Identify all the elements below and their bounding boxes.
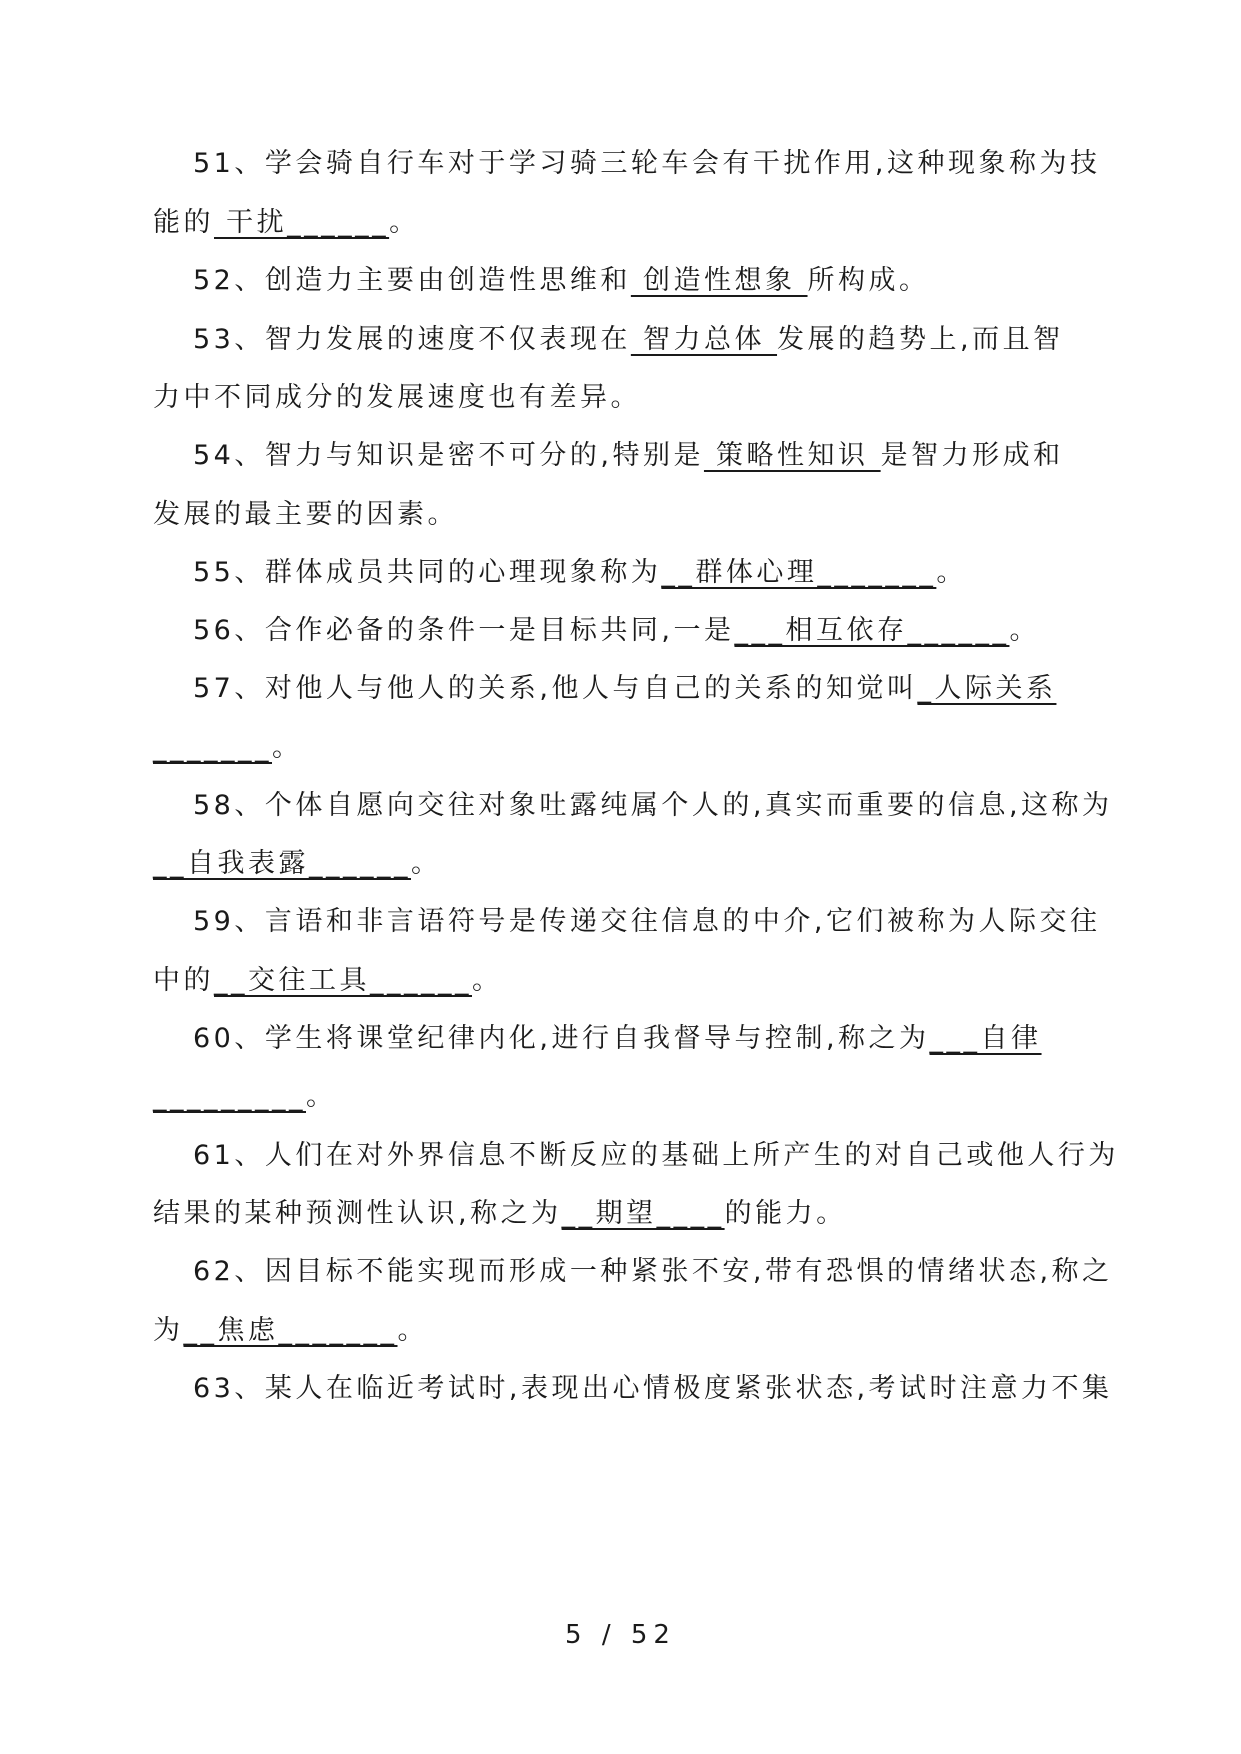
- q56-line-1: [193, 611, 1153, 651]
- question-text: 是智力形成和: [880, 440, 1064, 471]
- question-text: 为: [153, 1315, 184, 1346]
- answer-blank: _________: [153, 1081, 306, 1112]
- question-text: 发展的最主要的因素。: [153, 499, 458, 530]
- question-text: 56、合作必备的条件一是目标共同,一是: [193, 615, 735, 646]
- question-text: 力中不同成分的发展速度也有差异。: [153, 382, 641, 413]
- question-text: 的能力。: [724, 1198, 847, 1229]
- question-text: 。: [306, 1081, 337, 1112]
- q57-line-2: [153, 728, 1113, 768]
- question-text: 58、个体自愿向交往对象吐露纯属个人的,真实而重要的信息,这称为: [193, 790, 1113, 821]
- question-text: 能的: [153, 207, 214, 238]
- q61-line-1: [193, 1136, 1153, 1176]
- q52-line-1: [193, 261, 1153, 301]
- page-number: 5 / 52: [565, 1620, 676, 1650]
- question-text: 55、群体成员共同的心理现象称为: [193, 557, 662, 588]
- question-text: 62、因目标不能实现而形成一种紧张不安,带有恐惧的情绪状态,称之: [193, 1256, 1113, 1287]
- q59-line-1: [193, 902, 1153, 942]
- answer-blank: 策略性知识: [703, 440, 881, 471]
- question-text: 结果的某种预测性认识,称之为: [153, 1198, 562, 1229]
- question-text: 53、智力发展的速度不仅表现在: [193, 324, 631, 355]
- answer-blank: __交往工具______: [214, 965, 472, 996]
- q62-line-2: [153, 1311, 1113, 1351]
- question-text: 发展的趋势上,而且智: [777, 324, 1064, 355]
- q58-line-1: [193, 786, 1153, 826]
- q61-line-2: [153, 1194, 1113, 1234]
- q51-line-1: [193, 144, 1153, 184]
- q60-line-1: [193, 1019, 1153, 1059]
- answer-blank: 创造性想象: [630, 265, 808, 296]
- q53-line-1: [193, 320, 1153, 360]
- answer-blank: ___相互依存______: [734, 615, 1010, 646]
- question-text: 。: [936, 557, 967, 588]
- question-text: 。: [389, 207, 420, 238]
- question-text: 所构成。: [807, 265, 930, 296]
- q55-line-1: [193, 553, 1153, 593]
- answer-blank: __群体心理_______: [661, 557, 937, 588]
- q54-line-1: [193, 436, 1153, 476]
- answer-blank: _人际关系: [917, 673, 1057, 704]
- question-text: 。: [411, 848, 442, 879]
- question-text: 中的: [153, 965, 214, 996]
- question-text: 57、对他人与他人的关系,他人与自己的关系的知觉叫: [193, 673, 918, 704]
- question-text: 。: [397, 1315, 428, 1346]
- question-text: 。: [272, 732, 303, 763]
- q51-line-2: [153, 203, 1113, 243]
- q60-line-2: [153, 1077, 1113, 1117]
- answer-blank: __自我表露______: [153, 848, 411, 879]
- answer-blank: _______: [153, 732, 272, 763]
- question-text: 54、智力与知识是密不可分的,特别是: [193, 440, 704, 471]
- question-text: 60、学生将课堂纪律内化,进行自我督导与控制,称之为: [193, 1023, 930, 1054]
- question-text: 63、某人在临近考试时,表现出心情极度紧张状态,考试时注意力不集: [193, 1373, 1113, 1404]
- question-text: 51、学会骑自行车对于学习骑三轮车会有干扰作用,这种现象称为技: [193, 148, 1101, 179]
- answer-blank: ___自律: [929, 1023, 1042, 1054]
- answer-blank: __焦虑_______: [183, 1315, 398, 1346]
- question-text: 61、人们在对外界信息不断反应的基础上所产生的对自己或他人行为: [193, 1140, 1119, 1171]
- answer-blank: 干扰______: [214, 207, 390, 238]
- q62-line-1: [193, 1252, 1153, 1292]
- q54-line-2: [153, 495, 1113, 535]
- q58-line-2: [153, 844, 1113, 884]
- q53-line-2: [153, 378, 1113, 418]
- q57-line-1: [193, 669, 1153, 709]
- answer-blank: __期望____: [561, 1198, 725, 1229]
- question-text: 59、言语和非言语符号是传递交往信息的中介,它们被称为人际交往: [193, 906, 1101, 937]
- q59-line-2: [153, 961, 1113, 1001]
- q63-line-1: [193, 1369, 1153, 1409]
- question-text: 52、创造力主要由创造性思维和: [193, 265, 631, 296]
- question-text: 。: [1009, 615, 1040, 646]
- question-text: 。: [472, 965, 503, 996]
- answer-blank: 智力总体: [630, 324, 778, 355]
